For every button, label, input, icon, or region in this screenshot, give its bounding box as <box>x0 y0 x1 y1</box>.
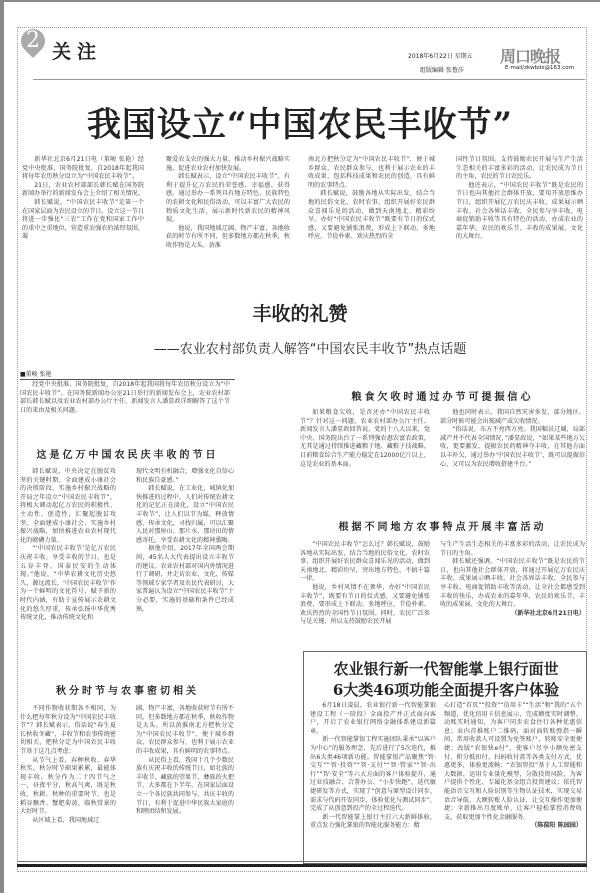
paragraph: 21日，农业农村部部长韩长赋在国务院新闻办举行的新闻发布会上介绍了相关情况。 <box>22 181 144 198</box>
paragraph: 韩长赋说，中央决定在脱贫攻坚的关键时期、全面建成小康社会的决胜阶段、实施乡村振兴战略的开局之年设立“中国农民丰收节”，将极大调动起亿万农民的积极性、主动性、创造性，汇聚起脱贫攻坚、全面建成小康社会、实施乡村振兴战略，加快推进农业农村现代化的磅礴力量。 <box>20 468 116 544</box>
bank-headline-2: 6大类46项功能全面提升客户体验 <box>332 681 560 699</box>
paragraph: 从民俗上看，我国十几个少数民族有庆祝丰收的传统节日，如壮族的丰收节、藏族的望果节、彝族的火把节，大多都在下半年。在国家层面设立一个各民族共同参与、共庆丰收的节日，有利于促进中华民族大家庭的和睦团结和发展。 <box>136 756 234 816</box>
subhead-4: 秋分时节与农事密切相关 <box>56 686 199 697</box>
s2-col-1 <box>300 409 430 469</box>
paragraph: 从节气上看，春种秋收、春华秋实，秋分时节硕果累累，最能体现丰收。秋分作为二十四节气之一，昼夜平分，秋高气爽，既是秋收、秋耕、秋种的重要时节，也是稻谷飘香、蟹肥菊黄、临秋赏景的大好时节。 <box>20 756 116 816</box>
paragraph: 韩长赋还强调，“中国农民丰收节”既是农民的节日，也向其他社会群体开放，将通过开展亿万农民庆丰收、成果展示晒丰收、社会各界话丰收、全民参与享丰收、电商促销助丰收等活动，让全社会都感受到丰收的快乐，办成农业的嘉年华、农民的欢乐节、丰收的成果展、文化的大舞台。 <box>440 558 585 609</box>
bank-col-1 <box>310 702 436 831</box>
lead-headline: 我国设立“中国农民丰收节” <box>86 105 514 145</box>
paragraph: “‘中国农民丰收节’是亿万农民庆祝丰收、享受丰收的节日，也是五谷丰登、国泰民安的生动体现。”他说，“中华农耕文化历史悠久、源远流长，‘中国农民丰收节’作为一个鲜明的文化符号，赋予新的时代内涵，有助于宣传展示农耕文化的悠久厚重，传承弘扬中华优秀传统文化，推动传统文化和 <box>20 545 116 622</box>
top-border <box>0 0 600 2</box>
subhead-3: 根据不同地方农事特点开展丰富活动 <box>338 522 547 533</box>
paragraph: 现代文明有机融合，增强文化自信心和民族自豪感。” <box>136 468 234 484</box>
source-credit: （新华社北京6月21日电） <box>511 609 585 617</box>
s3-col-1 <box>300 541 430 627</box>
paragraph: 他说，我国地域辽阔、物产丰富，各地收获的时节有所不同，但多数地方都在秋季，秋收作物是大头。黄淮 <box>166 224 290 249</box>
paragraph: 据他介绍，2017年全国两会期间，45名人大代表提出设立丰收节的建议。农业农村部对国内外情况进行了调研，并走访农业、文化、传媒等领域专家学者及农民代表研讨，大家普遍认为设立“中国农民丰收节”十分必要，实施的基础和条件已经成熟。 <box>136 545 234 613</box>
section-name: 关注 <box>52 41 103 63</box>
lead-col-3 <box>308 156 435 242</box>
s4-col-1 <box>20 705 116 825</box>
issue-date: 2018年6月22日 星期五 <box>408 53 473 60</box>
paragraph: 新华社北京6月21日电（董峻 张艳）经党中央批准、国务院批复，自2018年起我国将每年农历秋分设立为“中国农民丰收节”。 <box>22 156 144 181</box>
paragraph: “俗话说，东方不亮西方亮。我国幅员辽阔，局部减产并不代表全国情况，”潘显政说，“如果某些地方欠收，更要激发、提振农民的精神夺丰收，在其他方面以丰补欠，通过举办‘中国农民丰收节’，既可以提振信心，又可以为农民增收搭建平台。” <box>440 426 585 468</box>
feature-intro <box>20 381 230 415</box>
page-number: 2 <box>26 28 40 53</box>
paragraph: 他说，乡村风情不在奢华，办好“中国农民丰收节”，既要有节日的仪式感，又要避免铺张浪费，要形成上下联动、多地呼应、节俭朴素、欢庆热烈的全国性节日氛围。同时，农民广泛参与是关键，所以支持鼓励农民开展 <box>300 583 430 626</box>
bottom-rule-thin <box>17 861 587 862</box>
paragraph: 阔、物产丰富，各地收获时节有所不同，但多数地方都在秋季，秋收作物是大头。所以黄淮南北方把秋分定为“中国农民丰收节”，便于城乡群众、农民群众参与，也利于展示农业的丰收成果，具有鲜明的农事特点。 <box>136 705 234 755</box>
paragraph: 韩长赋说，鼓励各地从实际出发，结合当地的民俗文化、农时农事，组织开展好农民群众喜闻乐见的活动，做到天南地北、精彩纷呈。办好“中国农民丰收节”既要有节日的仪式感，又要避免铺张浪费，形成上下联动、多地呼应、节俭朴素、欢庆热烈的全 <box>308 190 435 241</box>
paragraph: 他还表示，“中国农民丰收节”既是农民的节日也向其他社会群体开放，要用开放思维办节日，组织开展亿万农民庆丰收、成果展示晒丰收、社会各界话丰收、全民参与享丰收、电商促销助丰收等具有特色的活动，办成农业的嘉年华、农民的欢乐节、丰收的成果展、文化的大舞台。 <box>456 181 583 241</box>
s1-col-1 <box>20 468 116 623</box>
paragraph: 心打造“首页”“投资”“信用卡”“生活”和“我的”五个频道，优化信用卡信息展示，完成额度实时调整、动账实时通知，为客户同步农食住行各种优惠信息；业内首推账户二维码，面对面转账弹指一瞬间，常用收款人可设置为免签账户，转账安全更便捷；改版“农银快e付”，使客户尽享小额免密支付、积分抵扣付、扫码收付款等各类支付方式，优惠更多，体验更流畅；“农银智投”基于人工智能和大数据，运用专业量化模型，分散投资风险，为客户提供个性化、专属化基金组合投资建议；依托智能语音交互和人脸识别等生物认证技术，实现交易语音导航、大额转账人脸认证，让交互操作更加便捷；全新推出月度账单，让客户轻松掌控消费收支，获取更加个性化金融服务。 <box>444 702 582 821</box>
s3-col-2 <box>440 541 585 618</box>
lead-col-1 <box>22 156 144 242</box>
paragraph: 6月18日凌晨，农业银行新一代智能掌银建设工程（一阶段）全面投产并正式面向客户，开启了农业银行网络金融体系建设新篇章。 <box>310 702 436 735</box>
bank-article-box <box>303 651 587 864</box>
lead-col-4 <box>456 156 583 242</box>
editor-credit: 组版编辑 张鲁莎 <box>420 67 464 74</box>
byline: ■董峻 张艳 <box>20 369 235 380</box>
bank-headline-1: 农业银行新一代智能掌上银行面世 <box>333 660 559 678</box>
email: E-mail/zkwbds@163.com <box>505 65 575 71</box>
feature-title: 丰收的礼赞 <box>252 303 348 325</box>
s4-col-2 <box>136 705 234 817</box>
masthead-logo: 周口晚报 <box>500 47 561 66</box>
paragraph: 与生产生活生态相关的丰富多彩的活动，让农民成为节日的主角。 <box>440 541 585 557</box>
paragraph: 韩长赋表示，设立“中国农民丰收节”，有利于提升亿万农民的荣誉感、幸福感、获得感。通过举办一系列具有地方特色、民族特色的农耕文化和民俗活动，可以丰富广大农民的物质文化生活，展示新时代新农民的精神风貌。 <box>166 173 290 224</box>
paragraph: 国性节日氛围。支持鼓励农民开展与生产生活生态相关的丰富多彩的活动，让农民成为节日的主角，农民的节日农民乐。 <box>456 156 583 181</box>
paragraph: 新一代智能掌银工程实施团队秉承“以客户为中心”的服务理念，先后进行了5次迭代，推出6大类46项新功能。智能掌银产品聚焦“智·交互”“智·投资”“智·支付”“智·管家”“智·出行”“智·安全”等六大方面的客户体验提升，通过业技融合、合署办公、“小步快跑”，迭代敏捷研发等方式，实现了“创意与原型设计同步、需求与代码开发同步、体验优化与测试同步”，完成了从创意到投产的全过程迭代。 <box>310 736 436 813</box>
source-credit: （陈葆阳 陈园园） <box>531 822 582 830</box>
paragraph: 不同作物收获期各不相同，为什么把每年秋分设为“中国农民丰收节”？韩长赋表示，俗话说“春生夏长秋收冬藏”，丰收节和农事传统密切相关，把秋分定为中国农民丰收节基于这几点考虑： <box>20 705 116 755</box>
paragraph: 从区域上看，我国地域辽 <box>32 816 100 824</box>
paragraph: 如果粮食欠收，是否还办“中国农民丰收节”？针对这一问题，农业农村部办公厅主任、新闻发言人潘显政回答说，党的十八大以来，党中央、国务院出台了一系列强农惠农富农政策，尤其是通过持续推进藏粮于地、藏粮于技战略，目前粮食综合生产能力稳定在12000亿斤以上，这是农业的基本面。 <box>300 409 430 468</box>
lead-col-2 <box>166 156 290 251</box>
paragraph: 韩长赋说，“中国农民丰收节”是第一个在国家层面为农民设立的节日。设立这一节日将进一步强化“三农”工作在党和国家工作中的重中之重地位，营造重农强农的浓厚氛围，凝 <box>22 198 144 241</box>
paragraph: 韩长赋说，在工业化、城镇化加快推进的过程中，人们对传统农耕文化的记忆正在淡化，设立“中国农民丰收节”，让人们以节为媒，释放情感、传承文化、寻找归属，可以汇聚人民对那座山、那片水、那块田的情感寄托，享受农耕文化的精神熏陶。 <box>136 485 234 544</box>
paragraph: 他也同时表示，我国自然灾害多发，部分地区、部分时候可能会出现减产或欠收情况。 <box>440 409 585 425</box>
bank-col-2 <box>444 702 582 831</box>
paragraph: 新一代智能掌上银行主打六大新鲜体验，重点发力强化掌银的智能化服务能力：精 <box>310 813 436 830</box>
paragraph: 经党中央批准、国务院批复，自2018年起我国将每年农历秋分设立为“中国农民丰收节”。在国务院新闻办公室21日举行的新闻发布会上，农业农村部部长韩长赋以及农业农村部办公厅主任、新闻发言人潘显政详细解答了这个节日的来由及相关问题。 <box>20 381 230 414</box>
s2-col-2 <box>440 409 585 469</box>
feature-subtitle: ——农业农村部负责人解答“中国农民丰收节”热点话题 <box>153 342 467 357</box>
paragraph: 南北方把秋分定为“中国农民丰收节”，便于城乡群众、农民群众参与，也利于展示农业的丰收成果，包括科技成果和农民的创造，具有鲜明的农事特点。 <box>308 156 435 189</box>
bottom-rule <box>17 864 587 867</box>
paragraph: 聚爱农支农的强大力量，推动乡村振兴战略实施，促进农业农村加快发展。 <box>166 156 290 172</box>
subhead-1: 这是亿万中国农民庆丰收的节日 <box>36 450 219 461</box>
header-rule <box>33 79 585 80</box>
s1-col-2 <box>136 468 234 614</box>
paragraph: “中国农民丰收节”怎么过？韩长赋说，鼓励各地从实际出发，结合当地的民俗文化、农时农事，组织开展好农民群众喜闻乐见的活动，做到天南地北、精彩纷呈，突出地方特色，不搞千篇一律。 <box>300 541 430 583</box>
subhead-2: 粮食欠收时通过办节可提振信心 <box>351 392 534 403</box>
